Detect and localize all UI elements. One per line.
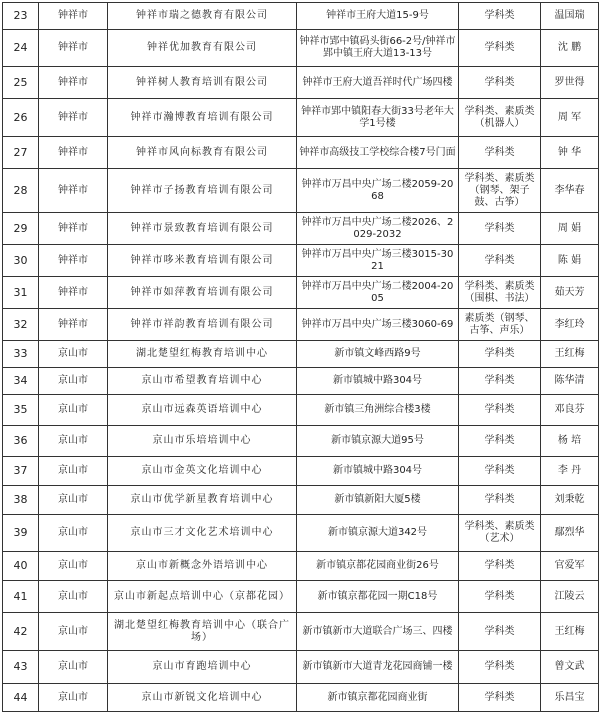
cell-city	[39, 651, 108, 684]
cell-city-text: 京山市	[58, 375, 88, 386]
cell-city	[39, 99, 108, 137]
table-row	[3, 426, 599, 457]
cell-category	[459, 515, 541, 552]
cell-category	[459, 552, 541, 581]
cell-address-text: 钟祥市郢中镇码头街66-2号/钟祥市郢中镇王府大道13-13号	[299, 36, 456, 59]
cell-category-text: 学科类	[484, 465, 515, 476]
cell-contact-text: 周 军	[557, 111, 582, 123]
cell-organization-text: 京山市育跑培训中心	[152, 661, 252, 672]
table-row	[3, 368, 599, 395]
cell-organization	[108, 277, 297, 309]
cell-number	[3, 137, 39, 169]
cell-address	[297, 457, 459, 486]
cell-organization	[108, 395, 297, 426]
cell-category	[459, 457, 541, 486]
cell-contact	[541, 3, 599, 30]
cell-city-text: 钟祥市	[58, 286, 88, 298]
cell-organization	[108, 581, 297, 613]
cell-address	[297, 581, 459, 613]
cell-organization-text: 京山市新起点培训中心（京都花园）	[114, 590, 290, 602]
cell-number-text: 35	[13, 403, 28, 416]
cell-address	[297, 99, 459, 137]
cell-city-text: 钟祥市	[58, 76, 88, 88]
cell-category	[459, 309, 541, 341]
cell-address-text: 钟祥市王府大道吾祥时代广场四楼	[302, 76, 453, 88]
cell-category-text: 学科类	[484, 625, 515, 637]
cell-contact	[541, 651, 599, 684]
cell-contact	[541, 137, 599, 169]
cell-address-text: 新市镇京都花园商业街26号	[316, 560, 439, 571]
cell-contact	[541, 309, 599, 341]
cell-organization	[108, 426, 297, 457]
cell-address-text: 新市镇京都花园商业街	[327, 691, 428, 703]
cell-number-text: 26	[13, 110, 28, 124]
cell-address	[297, 684, 459, 712]
cell-city-text: 钟祥市	[58, 42, 88, 53]
cell-contact-text: 罗世得	[554, 76, 585, 88]
cell-contact-text: 沈 鹏	[557, 42, 582, 53]
cell-address-text: 新市镇新阳大厦5楼	[334, 494, 421, 505]
cell-category-text: 学科类	[484, 661, 515, 672]
cell-number-text: 24	[13, 41, 28, 54]
cell-organization-text: 京山市金英文化培训中心	[141, 465, 263, 476]
cell-number-text: 32	[13, 317, 28, 331]
cell-organization	[108, 30, 297, 67]
table-row	[3, 515, 599, 552]
cell-organization-text: 钟祥市瑞之德教育有限公司	[136, 10, 268, 21]
cell-organization	[108, 245, 297, 277]
cell-contact-text: 钟 华	[557, 146, 582, 158]
cell-organization	[108, 309, 297, 341]
cell-category	[459, 3, 541, 30]
cell-contact-text: 陈华清	[554, 375, 585, 386]
cell-category-text: 学科类	[484, 76, 515, 88]
cell-city-text: 京山市	[58, 691, 88, 703]
table-row	[3, 3, 599, 30]
cell-number-text: 27	[13, 145, 28, 159]
cell-number	[3, 395, 39, 426]
cell-number-text: 40	[13, 559, 28, 572]
cell-number-text: 33	[13, 347, 28, 360]
cell-category	[459, 30, 541, 67]
cell-organization-text: 京山市希望教育培训中心	[141, 375, 263, 386]
cell-category	[459, 277, 541, 309]
cell-number	[3, 581, 39, 613]
cell-number-text: 30	[13, 253, 28, 267]
table-row	[3, 395, 599, 426]
cell-number-text: 43	[13, 660, 28, 673]
cell-organization	[108, 486, 297, 515]
cell-contact-text: 李红玲	[554, 318, 585, 330]
cell-address	[297, 169, 459, 213]
table-row	[3, 552, 599, 581]
cell-organization	[108, 3, 297, 30]
cell-organization	[108, 613, 297, 651]
cell-city-text: 京山市	[58, 494, 88, 505]
cell-organization-text: 钟祥市祥韵教育培训有限公司	[130, 318, 274, 330]
cell-organization-text: 钟祥优加教育有限公司	[147, 42, 257, 53]
cell-organization-text: 钟祥市风向标教育有限公司	[136, 146, 268, 158]
cell-organization-text: 京山市优学新星教育培训中心	[130, 494, 274, 505]
cell-organization-text: 京山市乐培培训中心	[152, 435, 252, 446]
cell-address	[297, 213, 459, 245]
cell-number-text: 44	[13, 690, 28, 704]
cell-number-text: 37	[13, 464, 28, 477]
cell-contact-text: 刘秉乾	[554, 494, 585, 505]
cell-city	[39, 395, 108, 426]
cell-contact-text: 李 丹	[557, 465, 582, 476]
cell-category	[459, 581, 541, 613]
cell-number	[3, 341, 39, 368]
cell-city-text: 钟祥市	[58, 111, 88, 123]
table-row	[3, 486, 599, 515]
cell-contact	[541, 684, 599, 712]
cell-contact-text: 陈 娟	[557, 254, 582, 266]
cell-category	[459, 613, 541, 651]
cell-organization	[108, 137, 297, 169]
cell-address-text: 新市镇新市大道青龙花园商铺一楼	[302, 661, 453, 672]
cell-contact	[541, 515, 599, 552]
cell-contact-text: 杨 培	[557, 435, 582, 446]
cell-address-text: 新市镇新市大道联合广场三、四楼	[302, 625, 453, 637]
cell-organization-text: 京山市新锐文化培训中心	[141, 691, 263, 703]
cell-city	[39, 30, 108, 67]
cell-city	[39, 684, 108, 712]
cell-city	[39, 457, 108, 486]
cell-number	[3, 245, 39, 277]
cell-category-text: 学科类	[484, 404, 515, 415]
table-row	[3, 99, 599, 137]
cell-city	[39, 245, 108, 277]
cell-address	[297, 613, 459, 651]
cell-category	[459, 486, 541, 515]
cell-address	[297, 486, 459, 515]
cell-organization	[108, 213, 297, 245]
cell-city	[39, 169, 108, 213]
cell-city-text: 京山市	[58, 404, 88, 415]
cell-city	[39, 486, 108, 515]
cell-address-text: 钟祥市万昌中央广场三楼3015-3021	[301, 248, 454, 272]
cell-number	[3, 426, 39, 457]
cell-city-text: 京山市	[58, 348, 88, 359]
cell-organization	[108, 368, 297, 395]
cell-number-text: 41	[13, 589, 28, 603]
cell-contact-text: 茹天芳	[554, 286, 585, 298]
cell-organization	[108, 67, 297, 99]
cell-number	[3, 515, 39, 552]
cell-category-text: 学科类	[484, 375, 515, 386]
cell-city-text: 京山市	[58, 661, 88, 672]
cell-number-text: 39	[13, 526, 28, 539]
cell-address-text: 新市镇京源大道342号	[327, 527, 428, 538]
cell-organization-text: 京山市远森英语培训中心	[141, 404, 263, 415]
cell-city	[39, 368, 108, 395]
cell-category	[459, 99, 541, 137]
cell-number	[3, 552, 39, 581]
cell-city-text: 京山市	[58, 560, 88, 571]
cell-number-text: 36	[13, 434, 28, 447]
cell-contact	[541, 395, 599, 426]
cell-category	[459, 341, 541, 368]
cell-number	[3, 613, 39, 651]
cell-city	[39, 3, 108, 30]
cell-organization	[108, 515, 297, 552]
cell-organization-text: 钟祥树人教育培训有限公司	[136, 76, 268, 88]
cell-organization	[108, 169, 297, 213]
cell-city	[39, 613, 108, 651]
cell-category-text: 学科类	[484, 10, 515, 21]
table-row	[3, 245, 599, 277]
cell-number	[3, 486, 39, 515]
cell-contact	[541, 169, 599, 213]
cell-city-text: 钟祥市	[58, 10, 88, 21]
cell-number	[3, 651, 39, 684]
cell-number	[3, 30, 39, 67]
cell-organization	[108, 684, 297, 712]
table-row	[3, 613, 599, 651]
cell-organization-text: 钟祥市如萍教育培训有限公司	[130, 286, 274, 298]
cell-category	[459, 684, 541, 712]
cell-category-text: 素质类（钢琴、古筝、声乐）	[464, 312, 535, 336]
cell-contact-text: 曾文武	[554, 661, 585, 672]
cell-city-text: 钟祥市	[58, 318, 88, 330]
cell-contact	[541, 30, 599, 67]
cell-category-text: 学科类	[484, 42, 515, 53]
cell-contact-text: 王红梅	[554, 625, 585, 637]
cell-organization	[108, 341, 297, 368]
cell-category-text: 学科类	[484, 146, 515, 158]
cell-city-text: 京山市	[58, 435, 88, 446]
cell-organization	[108, 552, 297, 581]
cell-city-text: 京山市	[58, 465, 88, 476]
cell-address	[297, 368, 459, 395]
cell-category-text: 学科类	[484, 590, 515, 602]
cell-organization-text: 钟祥市瀚博教育培训有限公司	[130, 111, 274, 123]
cell-city	[39, 67, 108, 99]
cell-address-text: 新市镇京源大道95号	[331, 435, 424, 446]
cell-address	[297, 67, 459, 99]
cell-category-text: 学科类	[484, 254, 515, 266]
table-row	[3, 30, 599, 67]
cell-city	[39, 277, 108, 309]
cell-contact-text: 鄢烈华	[554, 527, 585, 538]
cell-number	[3, 457, 39, 486]
cell-city-text: 钟祥市	[58, 222, 88, 234]
table-row	[3, 137, 599, 169]
cell-number	[3, 67, 39, 99]
cell-contact	[541, 552, 599, 581]
cell-contact	[541, 613, 599, 651]
cell-contact	[541, 341, 599, 368]
table-row	[3, 457, 599, 486]
cell-number-text: 42	[13, 624, 28, 638]
cell-contact	[541, 426, 599, 457]
cell-category-text: 学科类	[484, 435, 515, 446]
table-row	[3, 169, 599, 213]
cell-organization-text: 钟祥市哆米教育培训有限公司	[130, 254, 274, 266]
cell-address	[297, 137, 459, 169]
cell-city-text: 钟祥市	[58, 184, 88, 196]
cell-contact	[541, 457, 599, 486]
cell-number	[3, 368, 39, 395]
cell-number	[3, 277, 39, 309]
cell-number	[3, 99, 39, 137]
cell-number	[3, 169, 39, 213]
cell-category	[459, 245, 541, 277]
cell-address-text: 钟祥市高级技工学校综合楼7号门面	[299, 146, 456, 158]
table-row	[3, 651, 599, 684]
cell-number-text: 31	[13, 285, 28, 299]
cell-number-text: 38	[13, 493, 28, 506]
cell-address-text: 钟祥市王府大道15-9号	[326, 10, 429, 21]
cell-organization-text: 京山市新概念外语培训中心	[136, 560, 268, 571]
cell-address	[297, 651, 459, 684]
cell-category	[459, 651, 541, 684]
cell-address	[297, 277, 459, 309]
cell-number	[3, 3, 39, 30]
institutions-table	[2, 2, 599, 712]
table-row	[3, 213, 599, 245]
cell-address	[297, 395, 459, 426]
cell-organization	[108, 651, 297, 684]
table-body	[3, 3, 599, 712]
table-row	[3, 309, 599, 341]
cell-address-text: 钟祥市万昌中央广场二楼2059-2068	[301, 178, 454, 202]
table-row	[3, 581, 599, 613]
cell-address-text: 新市镇城中路304号	[332, 375, 423, 386]
cell-category	[459, 395, 541, 426]
cell-organization-text: 湖北楚望红梅教育培训中心（联合广场）	[114, 619, 290, 643]
cell-organization-text: 湖北楚望红梅教育培训中心	[136, 348, 268, 359]
cell-address-text: 新市镇京都花园一期C18号	[317, 590, 438, 602]
cell-contact-text: 王红梅	[554, 348, 585, 359]
cell-city	[39, 213, 108, 245]
cell-category-text: 学科类	[484, 222, 515, 234]
cell-organization-text: 京山市三才文化艺术培训中心	[130, 527, 274, 538]
cell-address-text: 钟祥市万昌中央广场二楼2026、2029-2032	[301, 216, 454, 240]
cell-category-text: 学科类、素质类（艺术）	[464, 521, 535, 544]
cell-category-text: 学科类、素质类（机器人）	[464, 105, 535, 129]
table-row	[3, 277, 599, 309]
cell-contact	[541, 486, 599, 515]
cell-contact-text: 温国瑞	[554, 10, 585, 21]
table-row	[3, 341, 599, 368]
cell-contact-text: 李华春	[554, 184, 585, 196]
cell-contact-text: 乐昌宝	[554, 691, 585, 703]
cell-organization-text: 钟祥市景致教育培训有限公司	[130, 222, 274, 234]
cell-address	[297, 552, 459, 581]
cell-contact	[541, 581, 599, 613]
cell-contact	[541, 277, 599, 309]
cell-city	[39, 309, 108, 341]
cell-category	[459, 67, 541, 99]
cell-address	[297, 309, 459, 341]
cell-contact	[541, 67, 599, 99]
cell-contact-text: 官爱军	[554, 560, 585, 571]
cell-address-text: 钟祥市郢中镇阳春大街33号老年大学1号楼	[301, 105, 454, 129]
cell-category-text: 学科类	[484, 560, 515, 571]
cell-number-text: 34	[13, 374, 28, 387]
cell-category	[459, 213, 541, 245]
cell-address-text: 新市镇三角洲综合楼3楼	[324, 404, 431, 415]
cell-city-text: 钟祥市	[58, 146, 88, 158]
cell-category	[459, 426, 541, 457]
cell-category-text: 学科类	[484, 348, 515, 359]
cell-category	[459, 137, 541, 169]
cell-contact	[541, 245, 599, 277]
cell-address	[297, 245, 459, 277]
cell-address	[297, 341, 459, 368]
cell-number-text: 28	[13, 183, 28, 197]
cell-city	[39, 515, 108, 552]
cell-address	[297, 515, 459, 552]
table-row	[3, 67, 599, 99]
cell-address	[297, 426, 459, 457]
cell-contact-text: 邓良芬	[554, 404, 585, 415]
cell-category-text: 学科类、素质类（围棋、书法）	[464, 280, 535, 304]
cell-contact	[541, 213, 599, 245]
cell-contact-text: 江陵云	[554, 590, 585, 602]
cell-number-text: 25	[13, 75, 28, 89]
cell-city-text: 京山市	[58, 527, 88, 538]
cell-number	[3, 309, 39, 341]
cell-category	[459, 169, 541, 213]
cell-number-text: 23	[13, 9, 28, 22]
cell-address	[297, 3, 459, 30]
cell-city	[39, 552, 108, 581]
cell-contact	[541, 99, 599, 137]
cell-address-text: 新市镇城中路304号	[332, 465, 423, 476]
cell-organization-text: 钟祥市子扬教育培训有限公司	[130, 184, 274, 196]
cell-category	[459, 368, 541, 395]
cell-address-text: 新市镇文峰西路9号	[334, 348, 421, 359]
cell-city	[39, 426, 108, 457]
cell-organization	[108, 99, 297, 137]
cell-number	[3, 684, 39, 712]
cell-city-text: 京山市	[58, 590, 88, 602]
cell-address-text: 钟祥市万昌中央广场三楼3060-69	[301, 318, 454, 330]
cell-organization	[108, 457, 297, 486]
cell-contact-text: 周 娟	[557, 222, 582, 234]
cell-number	[3, 213, 39, 245]
cell-city-text: 钟祥市	[58, 254, 88, 266]
table-row	[3, 684, 599, 712]
cell-category-text: 学科类	[484, 691, 515, 703]
cell-address	[297, 30, 459, 67]
cell-address-text: 钟祥市万昌中央广场二楼2004-2005	[301, 280, 454, 304]
cell-category-text: 学科类、素质类（钢琴、架子鼓、古筝）	[464, 172, 535, 208]
cell-category-text: 学科类	[484, 494, 515, 505]
cell-city-text: 京山市	[58, 625, 88, 637]
cell-contact	[541, 368, 599, 395]
cell-city	[39, 581, 108, 613]
cell-number-text: 29	[13, 221, 28, 235]
cell-city	[39, 341, 108, 368]
cell-city	[39, 137, 108, 169]
